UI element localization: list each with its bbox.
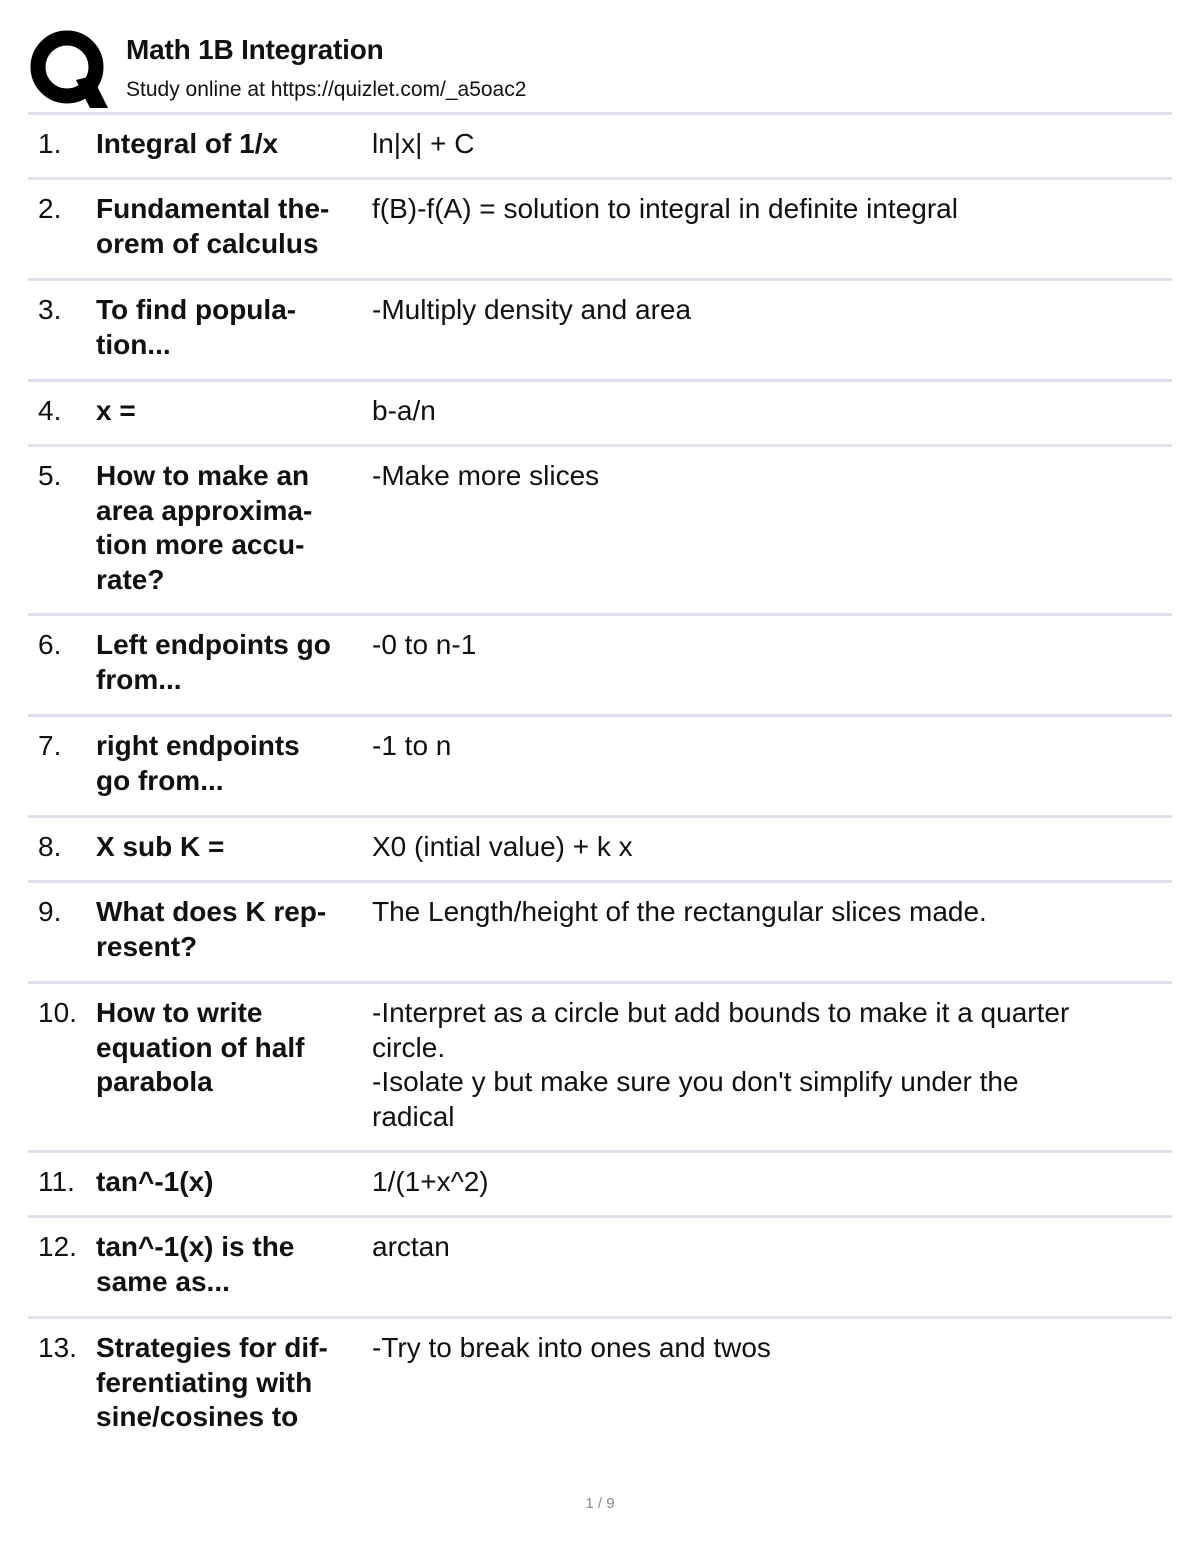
term-line: parabola xyxy=(96,1066,213,1097)
card-row xyxy=(28,447,1172,613)
term-line: tion more accu- xyxy=(96,529,305,560)
term-line: tan^-1(x) xyxy=(96,1166,214,1197)
term-line: Fundamental the- xyxy=(96,193,330,224)
page-indicator: 1 / 9 xyxy=(585,1495,615,1512)
card-term xyxy=(96,192,371,261)
card-definition xyxy=(372,192,1168,227)
card-term xyxy=(96,1331,371,1435)
card-definition xyxy=(372,729,1168,764)
card-number: 5. xyxy=(38,460,62,491)
card-term xyxy=(96,729,371,798)
card-row xyxy=(28,984,1172,1150)
term-line: What does K rep- xyxy=(96,896,327,927)
card-row xyxy=(28,382,1172,444)
term-line: resent? xyxy=(96,930,198,962)
definition-line: -Try to break into ones and twos xyxy=(372,1332,771,1363)
definition-line: f(B)-f(A) = solution to integral in definite integral xyxy=(372,193,958,224)
term-line: How to write xyxy=(96,997,263,1028)
definition-line: -Isolate y but make sure you don't simplify under the xyxy=(372,1066,1019,1097)
definition-line: -Multiply density and area xyxy=(372,294,692,325)
card-term xyxy=(96,830,371,865)
card-definition xyxy=(372,830,1168,865)
card-term xyxy=(96,459,371,597)
definition-line: circle. xyxy=(372,1031,446,1063)
term-line: tan^-1(x) is the xyxy=(96,1231,295,1262)
card-number: 1. xyxy=(38,128,62,159)
card-row xyxy=(28,281,1172,379)
term-line: sine/cosines to xyxy=(96,1401,299,1432)
term-line: Left endpoints go xyxy=(96,629,331,660)
term-line: go from... xyxy=(96,764,224,796)
definition-line: -1 to n xyxy=(372,730,452,761)
card-definition xyxy=(372,459,1168,494)
term-line: from... xyxy=(96,663,182,695)
definition-line: -Interpret as a circle but add bounds to make it a quarter xyxy=(372,997,1070,1028)
card-row xyxy=(28,1218,1172,1316)
term-line: X sub K = xyxy=(96,831,225,862)
definition-line: X0 (intial value) + k x xyxy=(372,831,633,862)
card-definition xyxy=(372,895,1168,930)
card-definition xyxy=(372,1230,1168,1265)
flashcard-list xyxy=(28,112,1172,1449)
card-number: 2. xyxy=(38,193,62,224)
definition-line: radical xyxy=(372,1100,455,1132)
definition-line: arctan xyxy=(372,1231,450,1262)
term-line: equation of half xyxy=(96,1031,305,1063)
card-number: 6. xyxy=(38,629,62,660)
term-line: same as... xyxy=(96,1265,230,1297)
definition-line: -0 to n-1 xyxy=(372,629,477,660)
card-row xyxy=(28,883,1172,981)
card-definition xyxy=(372,996,1168,1134)
definition-line: ln|x| + C xyxy=(372,128,475,159)
card-row xyxy=(28,1319,1172,1449)
card-term xyxy=(96,394,371,429)
term-line: To find popula- xyxy=(96,294,297,325)
card-row xyxy=(28,180,1172,278)
definition-line: b-a/n xyxy=(372,395,436,426)
definition-line: -Make more slices xyxy=(372,460,600,491)
card-number: 9. xyxy=(38,896,62,927)
term-line: tion... xyxy=(96,328,171,360)
term-line: rate? xyxy=(96,563,165,595)
card-definition xyxy=(372,1165,1168,1200)
card-term xyxy=(96,1230,371,1299)
card-row xyxy=(28,115,1172,177)
card-definition xyxy=(372,293,1168,328)
card-row xyxy=(28,1153,1172,1215)
card-number: 4. xyxy=(38,395,62,426)
card-number: 10. xyxy=(38,997,77,1028)
card-number: 12. xyxy=(38,1231,77,1262)
term-line: x = xyxy=(96,395,136,426)
card-row xyxy=(28,717,1172,815)
card-definition xyxy=(372,127,1168,162)
card-term xyxy=(96,996,371,1100)
set-title: Math 1B Integration xyxy=(126,34,384,65)
card-term xyxy=(96,127,371,162)
term-line: orem of calculus xyxy=(96,227,319,259)
card-number: 11. xyxy=(38,1166,75,1197)
card-term xyxy=(96,628,371,697)
card-row xyxy=(28,616,1172,714)
card-definition xyxy=(372,394,1168,429)
card-term xyxy=(96,293,371,362)
set-url: Study online at https://quizlet.com/_a5oac2 xyxy=(126,78,527,101)
definition-line: 1/(1+x^2) xyxy=(372,1166,489,1197)
term-line: right endpoints xyxy=(96,730,300,761)
card-number: 13. xyxy=(38,1332,77,1363)
card-definition xyxy=(372,1331,1168,1366)
quizlet-q-logo-icon xyxy=(30,30,108,108)
term-line: Integral of 1/x xyxy=(96,128,279,159)
page-header xyxy=(30,30,1170,110)
term-line: ferentiating with xyxy=(96,1366,313,1398)
term-line: Strategies for dif- xyxy=(96,1332,328,1363)
card-number: 8. xyxy=(38,831,62,862)
card-number: 7. xyxy=(38,730,62,761)
definition-line: The Length/height of the rectangular slices made. xyxy=(372,896,987,927)
card-term xyxy=(96,1165,371,1200)
card-term xyxy=(96,895,371,964)
card-row xyxy=(28,818,1172,880)
card-definition xyxy=(372,628,1168,663)
term-line: area approxima- xyxy=(96,494,313,526)
term-line: How to make an xyxy=(96,460,310,491)
card-number: 3. xyxy=(38,294,62,325)
